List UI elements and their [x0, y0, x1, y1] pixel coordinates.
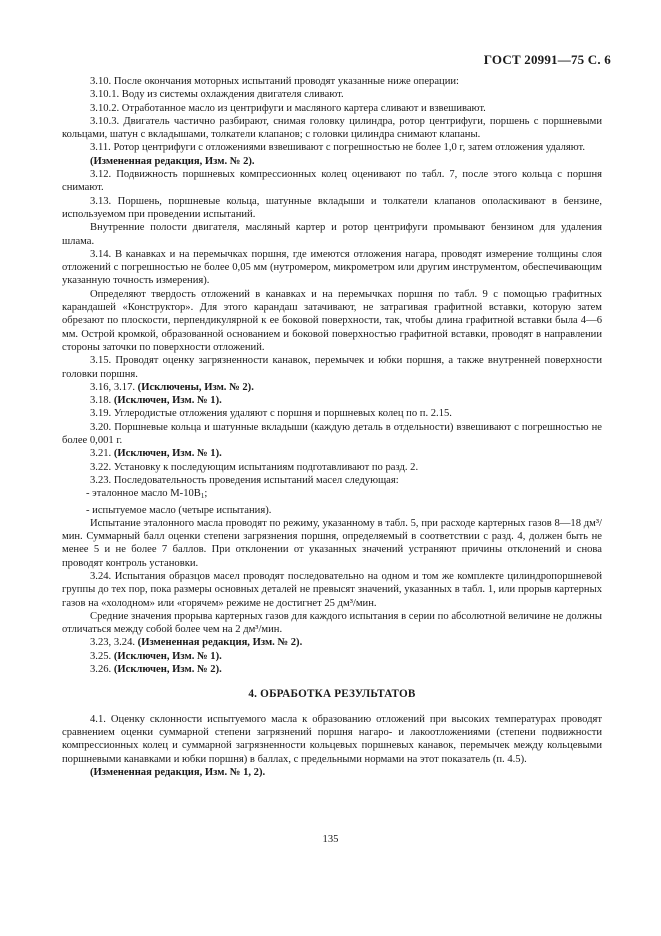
paragraph: 3.12. Подвижность поршневых компрессионных колец оценивают по табл. 7, после этого кольца с поршня снимают. — [62, 169, 602, 194]
clause-number: 3.26. — [90, 664, 114, 676]
paragraph: Испытание эталонного масла проводят по режиму, указанному в табл. 5, при расходе картерных газов 8—18 дм³/мин. Суммарный балл оценки степени загрязнения поршня, определяемый в соответствии с разд. 4, должен быть не менее 5 и не более 7 баллов. При отклонении от указанных значений устраняют причины отклонений и снова проводят контроль установки. — [62, 517, 602, 569]
amendment-note: (Исключен, Изм. № 2). — [113, 664, 222, 676]
amendment-note: (Исключен, Изм. № 1). — [113, 395, 222, 407]
paragraph: 3.13. Поршень, поршневые кольца, шатунные вкладыши и толкатели клапанов ополаскивают в бензине, используемом при проведении испытаний. — [62, 195, 602, 220]
excluded-clause — [62, 447, 602, 460]
paragraph: 4.1. Оценку склонности испытуемого масла к образованию отложений при высоких температурах проводят сравнением оценки суммарной степени загрязнений поршня нагаро- и лакоотложениями (степени подвижности компрессионных колец и суммарной загрязненности кольцевых поршневых канавок, перемычек между кольцевыми поршневыми канавками и юбки поршня) в баллах, с предельными нормами на этот показатель (п. 4.5). — [62, 713, 602, 765]
paragraph: 3.14. В канавках и на перемычках поршня, где имеются отложения нагара, проводят измерение толщины слоя отложений с погрешностью не более 0,05 мм (нутромером, микрометром или другим инструментом, обеспечивающим указанную точность измерения). — [62, 248, 602, 287]
excluded-clause — [62, 381, 602, 394]
list-item-tail: ; — [204, 488, 208, 500]
page-number: 135 — [322, 834, 339, 845]
clause-number: 3.21. — [90, 448, 114, 460]
excluded-clause — [62, 650, 602, 663]
list-item — [86, 504, 602, 517]
paragraph: 3.20. Поршневые кольца и шатунные вкладыши (каждую деталь в отдельности) взвешивают с погрешностью не более 0,001 г. — [62, 421, 602, 447]
paragraph: 3.15. Проводят оценку загрязненности канавок, перемычек и юбки поршня, а также внутренней поверхности головки поршня. — [62, 355, 602, 380]
paragraph: 3.23. Последовательность проведения испытаний масел следующая: — [90, 474, 399, 486]
excluded-clause — [62, 636, 602, 649]
paragraph: 3.24. Испытания образцов масел проводят последовательно на одном и том же комплекте цилиндропоршневой группы до тех пор, пока размеры основных деталей не превысят значений, указанных в табл. 1, или прорыв картерных газов на «холодном» или «горячем» режиме не достигнет 25 дм³/мин. — [62, 570, 602, 609]
paragraph: 3.22. Установку к последующим испытаниям подготавливают по разд. 2. — [90, 461, 419, 473]
clause-number: 3.25. — [90, 650, 114, 662]
paragraph: 3.19. Углеродистые отложения удаляют с поршня и поршневых колец по п. 2.15. — [90, 408, 452, 420]
clause-number: 3.16, 3.17. — [90, 381, 138, 393]
clause-number: 3.23, 3.24. — [90, 637, 138, 649]
amendment-note: (Исключены, Изм. № 2). — [137, 381, 254, 393]
list-item-text: - испытуемое масло (четыре испытания). — [86, 504, 272, 516]
document-body — [62, 75, 602, 779]
clause-number: 3.18. — [90, 395, 114, 407]
section-title: 4. ОБРАБОТКА РЕЗУЛЬТАТОВ — [248, 688, 416, 701]
amendment-note: (Исключен, Изм. № 1). — [113, 650, 222, 662]
list-item — [86, 487, 602, 503]
amendment-note: (Измененная редакция, Изм. № 1, 2). — [90, 766, 266, 778]
excluded-clause — [62, 663, 602, 676]
amendment-note: (Измененная редакция, Изм. № 2). — [137, 637, 303, 649]
paragraph: 3.11. Ротор центрифуги с отложениями взвешивают с погрешностью не более 1,0 г, затем отложения удаляют. — [90, 142, 585, 154]
paragraph: 3.10.1. Воду из системы охлаждения двигателя сливают. — [90, 89, 344, 101]
paragraph: 3.10.2. Отработанное масло из центрифуги и масляного картера сливают и взвешивают. — [90, 102, 486, 114]
excluded-clause — [62, 394, 602, 407]
list-item-text: - эталонное масло М-10В — [86, 488, 201, 500]
list-item-subscript: 1 — [200, 492, 205, 501]
page-header: ГОСТ 20991—75 С. 6 — [483, 52, 611, 67]
paragraph: Внутренние полости двигателя, масляный картер и ротор центрифуги промывают бензином для удаления шлама. — [62, 222, 602, 247]
paragraph: 3.10. После окончания моторных испытаний проводят указанные ниже операции: — [90, 76, 459, 87]
paragraph: Определяют твердость отложений в канавках и на перемычках поршня по табл. 9 с помощью графитных карандашей «Конструктор». Для этого карандаш затачивают, не затрагивая графитной вставки, которую затем обрезают по плоскости, перпендикулярной к ее боковой поверхности, так, чтобы длина графитной вставки была 4—6 мм. Острой кромкой, образованной основанием и боковой поверхностью графитной вставки, проводят в направлении стороны заточки по поверхности отложений. — [62, 288, 602, 353]
amendment-note: (Измененная редакция, Изм. № 2). — [90, 155, 255, 167]
amendment-note: (Исключен, Изм. № 1). — [113, 448, 222, 460]
paragraph: 3.10.3. Двигатель частично разбирают, снимая головку цилиндра, ротор центрифуги, поршень с поршневыми кольцами, шатун с вкладышами, толкатели клапанов; с головки цилиндра снимают клапаны. — [62, 115, 602, 141]
paragraph: Средние значения прорыва картерных газов для каждого испытания в серии по абсолютной величине не должны отличаться между собой более чем на 2 дм³/мин. — [62, 610, 602, 636]
